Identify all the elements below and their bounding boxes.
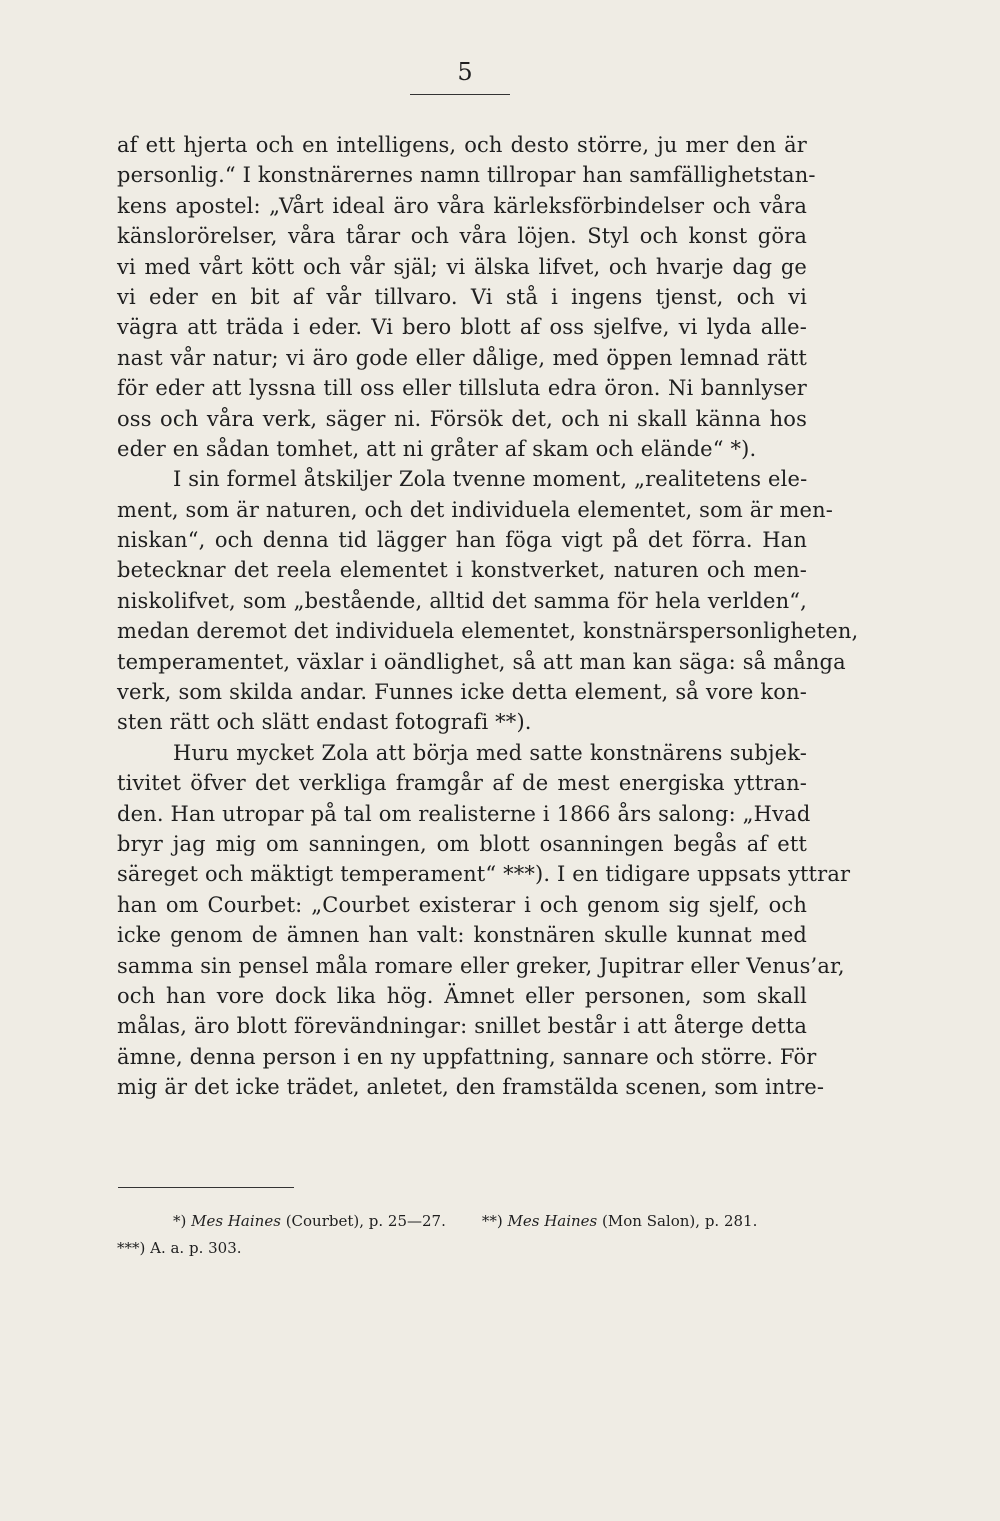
text-line: oss och våra verk, säger ni. Försök det, och ni skall känna hos [117,406,807,431]
footnote-2 [482,1208,758,1235]
footnote-marker: **) [481,1212,503,1230]
text-line: samma sin pensel måla romare eller greker, Jupitrar eller Venus’ar, [117,953,845,978]
header-rule [410,94,510,95]
text-line: vägra att träda i eder. Vi bero blott af oss sjelfve, vi lyda alle- [117,315,807,340]
text-line: I sin formel åtskiljer Zola tvenne moment, „realitetens ele- [173,467,808,492]
text-line: af ett hjerta och en intelligens, och desto större, ju mer den är [117,133,807,157]
text-line: eder en sådan tomhet, att ni gråter af skam och elände“ *). [117,436,757,461]
text-line: kens apostel: „Vårt ideal äro våra kärleksförbindelser och våra [117,193,807,218]
footnote-title: Mes Haines [507,1212,598,1230]
footnote-rule [118,1187,294,1188]
footnote-3: ***) A. a. p. 303. [117,1239,242,1257]
body-text [117,130,859,1103]
text-line: målas, äro blott förevändningar: snillet består i att återge detta [117,1014,807,1039]
text-line: och han vore dock lika hög. Ämnet eller personen, som skall [117,983,807,1008]
text-line: niskolifvet, som „bestående, alltid det samma för hela verlden“, [117,588,807,613]
footnotes [117,1208,807,1262]
footnote-1 [173,1208,446,1235]
text-line: betecknar det reela elementet i konstverket, naturen och men- [117,558,807,583]
text-line: niskan“, och denna tid lägger han föga vigt på det förra. Han [117,528,807,553]
text-line: bryr jag mig om sanningen, om blott osanningen begås af ett [117,831,807,856]
footnote-text: (Courbet), p. 25—27. [285,1212,446,1230]
text-line: personlig.“ I konstnärernes namn tillropar han samfällighetstan- [117,163,816,188]
text-line: vi eder en bit af vår tillvaro. Vi stå i ingens tjenst, och vi [117,284,807,309]
footnote-title: Mes Haines [191,1212,281,1230]
text-line: Huru mycket Zola att börja med satte konstnärens subjek- [173,740,807,765]
footnote-line [117,1208,807,1235]
page-number: 5 [457,58,473,86]
text-line: den. Han utropar på tal om realisterne i 1866 års salong: „Hvad [117,801,811,826]
text-line: vi med vårt kött och vår själ; vi älska lifvet, och hvarje dag ge [117,254,807,279]
text-line: sten rätt och slätt endast fotografi **). [117,710,532,735]
text-line: medan deremot det individuela elementet, konstnärspersonligheten, [117,619,859,644]
footnote-text: (Mon Salon), p. 281. [602,1212,758,1230]
text-line: icke genom de ämnen han valt: konstnären skulle kunnat med [117,923,807,948]
text-line: mig är det icke trädet, anletet, den framstälda scenen, som intre- [117,1075,825,1100]
text-line: känslorörelser, våra tårar och våra löjen. Styl och konst göra [117,224,807,249]
text-line: säreget och mäktigt temperament“ ***). I en tidigare uppsats yttrar [117,862,851,887]
footnote-marker: *) [173,1212,187,1230]
text-line: verk, som skilda andar. Funnes icke detta element, så vore kon- [117,680,807,705]
text-line: nast vår natur; vi äro gode eller dålige, med öppen lemnad rätt [117,345,807,370]
text-line: ämne, denna person i en ny uppfattning, sannare och större. För [117,1044,817,1069]
text-line: för eder att lyssna till oss eller tillsluta edra öron. Ni bannlyser [117,376,807,401]
text-line: tivitet öfver det verkliga framgår af de mest energiska yttran- [117,771,807,796]
text-line: temperamentet, växlar i oändlighet, så att man kan säga: så många [117,649,846,674]
text-line: han om Courbet: „Courbet existerar i och genom sig sjelf, och [117,892,807,917]
text-line: ment, som är naturen, och det individuela elementet, som är men- [117,497,834,522]
